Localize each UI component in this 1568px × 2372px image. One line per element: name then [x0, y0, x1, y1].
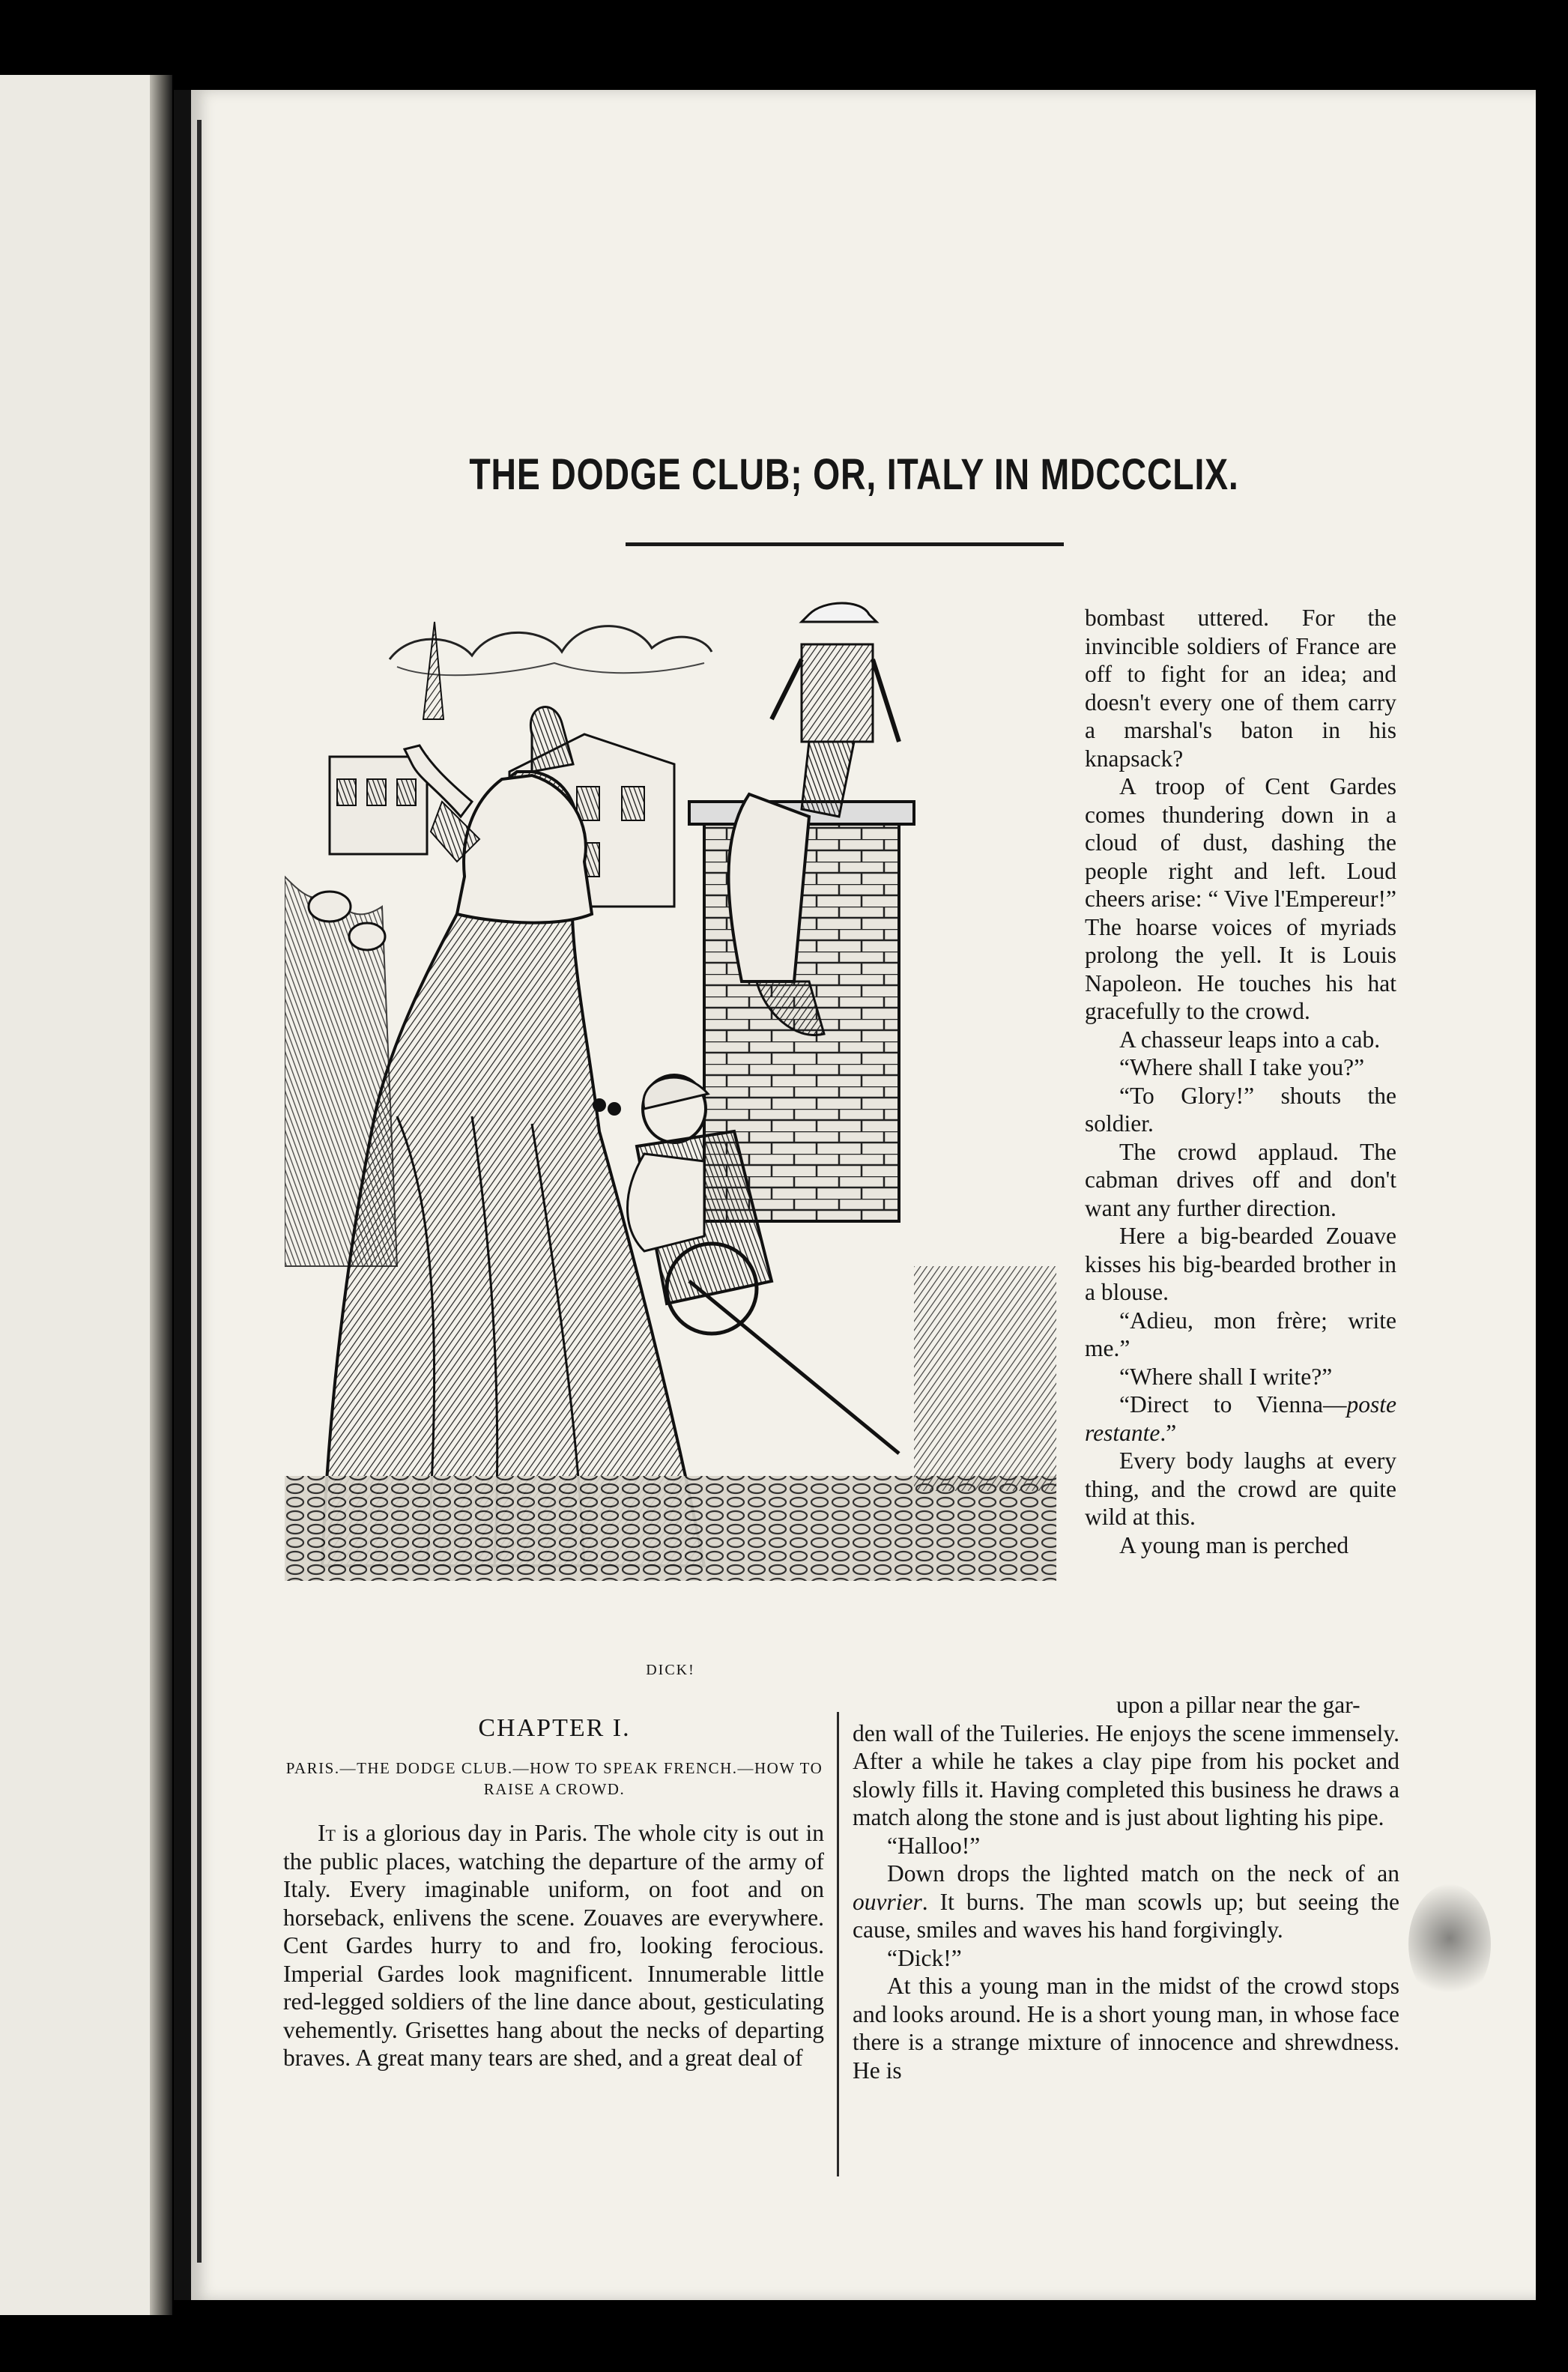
illustration-caption: DICK! — [646, 1662, 695, 1678]
chapter-title: CHAPTER I. — [478, 1714, 631, 1742]
paragraph: den wall of the Tuileries. He enjoys the scene immensely. After a while he takes a clay pipe from his pocket and slowly fills it. Having completed this business he draws a match along the stone and is just about lighting his pipe. — [853, 1719, 1399, 1830]
chapter-subhead: PARIS.—THE DODGE CLUB.—HOW TO SPEAK FRENCH.—HOW TO RAISE A CROWD. — [285, 1759, 823, 1798]
gutter — [174, 90, 192, 2300]
right-column — [1085, 604, 1396, 1559]
drop-text: Down drops the lighted match on the neck of an — [887, 1860, 1399, 1887]
wide-column — [853, 1691, 1399, 2084]
paragraph: Here a big-bearded Zouave kisses his big-bearded brother in a blouse. — [1085, 1223, 1396, 1305]
paragraph — [1085, 1391, 1396, 1447]
direct-text: “Direct to Vienna— — [1119, 1391, 1347, 1418]
paragraph: A troop of Cent Gardes comes thundering down in a cloud of dust, dashing the people right and left. Loud cheers arise: “ Vive l'Empereur!” The hoarse voices of myriads prolong the yell. It is Louis Napoleon. He touches his hat gracefully to the crowd. — [1085, 773, 1396, 1024]
paragraph: Every body laughs at every thing, and the crowd are quite wild at this. — [1085, 1447, 1396, 1530]
paragraph: upon a pillar near the gar- — [1116, 1692, 1360, 1718]
opening-word: It — [318, 1820, 336, 1846]
drop-after: . It burns. The man scowls up; but seeing the cause, smiles and waves his hand forgivingly. — [853, 1888, 1399, 1943]
paragraph: A young man is perched — [1119, 1531, 1349, 1558]
paragraph: The crowd applaud. The cabman drives off and don't want any further direction. — [1085, 1138, 1396, 1221]
opening-paragraph: is a glorious day in Paris. The whole city is out in the public places, watching the departure of the army of Italy. Every imaginable uniform, on foot and on horseback, enlivens the scene. Zouaves are everywhere. Cent Gardes hurry to and fro, looking ferocious. Imperial Gardes look magnificent. Innumerable little red-legged soldiers of the line dance about, gesticulating vehemently. Grisettes hang about the necks of departing braves. A great many tears are shed, and a great deal of — [283, 1820, 824, 2071]
paragraph — [853, 1860, 1399, 1944]
engraving-illustration — [285, 592, 1056, 1611]
page-title: THE DODGE CLUB; OR, ITALY IN MDCCCLIX. — [469, 450, 1239, 499]
book-spine-shadow — [150, 75, 172, 2315]
paragraph: At this a young man in the midst of the crowd stops and looks around. He is a short young man, in whose face there is a strange mixture of innocence and shrewdness. He is — [853, 1973, 1399, 2084]
paragraph: “To Glory!” shouts the soldier. — [1085, 1082, 1396, 1137]
direct-italic: poste restante — [1085, 1391, 1396, 1446]
paragraph: A chasseur leaps into a cab. — [1119, 1026, 1381, 1053]
title-divider — [626, 542, 1064, 546]
left-column — [283, 1819, 824, 2072]
paragraph: “Halloo!” — [887, 1832, 981, 1859]
binding-rule — [197, 120, 202, 2263]
column-rule — [837, 1712, 839, 2176]
previous-page-edge — [0, 75, 157, 2315]
direct-close: .” — [1160, 1419, 1177, 1446]
paragraph: “Where shall I write?” — [1119, 1363, 1333, 1390]
ink-stain — [1408, 1884, 1491, 2004]
paragraph: “Where shall I take you?” — [1119, 1054, 1365, 1080]
paragraph: bombast uttered. For the invincible soldiers of France are off to fight for an idea; and doesn't every one of them carry a marshal's baton in his knapsack? — [1085, 605, 1396, 772]
paragraph — [283, 1819, 824, 2072]
paragraph: “Dick!” — [887, 1944, 962, 1971]
drop-italic: ouvrier — [853, 1888, 922, 1915]
paragraph: “Adieu, mon frère; write me.” — [1085, 1307, 1396, 1361]
